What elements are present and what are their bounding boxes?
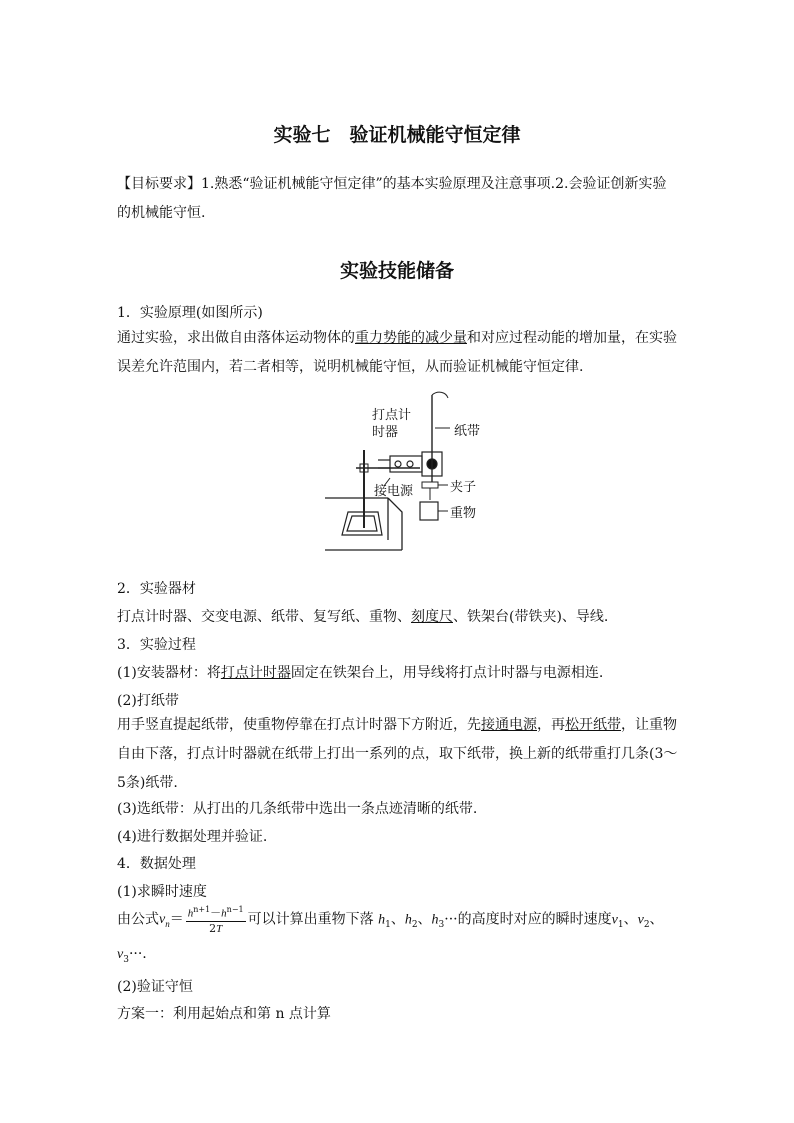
s3-step2-paragraph: [117, 711, 679, 798]
page-title: 实验七 验证机械能守恒定律: [273, 124, 521, 146]
s3-heading: 3．实验过程: [117, 637, 196, 653]
section-title: 实验技能储备: [339, 260, 454, 282]
figure-clip-label: 夹子: [450, 480, 477, 495]
formula-text-1: 可以计算出重物下落: [247, 911, 374, 928]
s1-text-1: 通过实验，求出做自由落体运动物体的: [117, 330, 355, 346]
s2-text-2: 、铁架台(带铁夹)、导线.: [453, 609, 609, 625]
goal-tag: 【目标要求】: [117, 176, 201, 192]
formula-prefix: 由公式: [117, 911, 159, 928]
clip-drawing: [422, 482, 438, 488]
figure-timer-label-2: 时器: [372, 425, 399, 440]
step2-underlined-1: 接通电源: [481, 717, 537, 733]
s3-step4: (4)进行数据处理并验证.: [117, 829, 268, 845]
figure-timer-label-1: 打点计: [372, 408, 412, 423]
goal-paragraph: [117, 170, 679, 228]
s2-underlined: 刻度尺: [411, 609, 453, 625]
s3-step2-heading: (2)打纸带: [117, 693, 179, 709]
formula-fraction: $\frac{h^{n+1}-h^{n-1}}{2T}$: [187, 905, 244, 935]
s2-text: [117, 606, 608, 626]
figure-weight-label: 重物: [450, 506, 477, 521]
goal-text: 1.熟悉“验证机械能守恒定律”的基本实验原理及注意事项.2.会验证创新实验的机械能守恒.: [117, 176, 667, 221]
s1-paragraph: [117, 324, 679, 382]
s3-step1: [117, 662, 603, 682]
s4-formula-end: $v_3\cdot\cdot\cdot$.: [117, 946, 147, 965]
step2-text-3: ，让重物自由下落，打点计时器就在纸带上打出一系列的点，取下纸带，换上新的纸带重打几条(3～5条)纸带.: [117, 717, 678, 791]
figure-tape-label: 纸带: [454, 424, 481, 439]
step2-text-2: ，再: [537, 717, 565, 733]
s1-text-2: 和对应过程动能的增加量，在实验误差允许范围内，若二者相等，说明机械能守恒，从而验证机械能守恒定律.: [117, 330, 677, 375]
formula-end-text: ···.: [128, 946, 147, 962]
s3-step3: (3)选纸带：从打出的几条纸带中选出一条点迹清晰的纸带.: [117, 801, 478, 817]
s4-sub1: (1)求瞬时速度: [117, 884, 207, 900]
weight-drawing: [420, 502, 438, 520]
step1-text-1: (1)安装器材：将: [117, 665, 221, 681]
step2-underlined-2: 松开纸带: [565, 717, 621, 733]
stand-base: [342, 512, 382, 535]
step2-text-1: 用手竖直提起纸带，使重物停靠在打点计时器下方附近，先: [117, 717, 481, 733]
s4-plan1: 方案一：利用起始点和第 n 点计算: [117, 1006, 331, 1022]
s2-heading: 2．实验器材: [117, 581, 196, 597]
s4-formula-line: 由公式$v_n=$ $\frac{h^{n+1}-h^{n-1}}{2T}$ 可以计算出重物下落 $h_1$、$h_2$、$h_3\cdot\cdot\cdot$的高度时对应的瞬时速度$v_1$、$v_2$、: [117, 905, 664, 935]
s1-underlined: 重力势能的减少量: [355, 330, 467, 346]
s4-heading: 4．数据处理: [117, 856, 196, 872]
step1-underlined: 打点计时器: [220, 665, 291, 681]
s1-heading: 1．实验原理(如图所示): [117, 305, 263, 321]
formula-text-2: 的高度时对应的瞬时速度: [457, 911, 612, 928]
step1-text-2: 固定在铁架台上，用导线将打点计时器与电源相连.: [290, 665, 604, 681]
s4-sub2: (2)验证守恒: [117, 979, 193, 995]
figure-power-label: 接电源: [374, 484, 414, 499]
s2-text-1: 打点计时器、交变电源、纸带、复写纸、重物、: [117, 609, 411, 625]
